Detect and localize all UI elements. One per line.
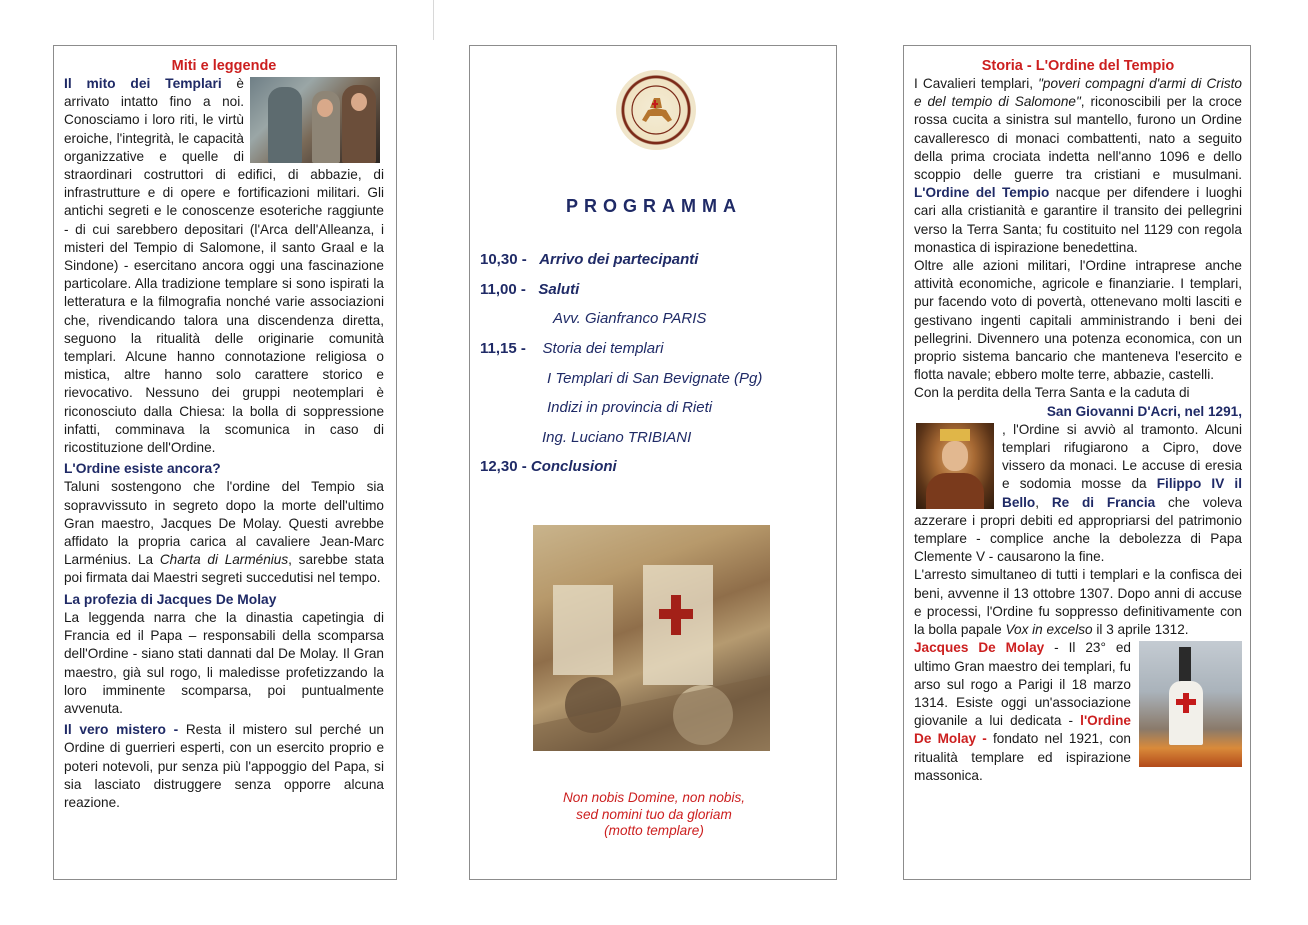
panel-storia [903, 45, 1251, 880]
programma-item-1: 11,00 - Saluti [480, 281, 580, 298]
left-title: Miti e leggende [171, 58, 277, 74]
charta-italic: Charta di Larménius [159, 552, 289, 568]
right-paragraph-3: Con la perdita della Terra Santa e la caduta di San Giovanni D'Acri, nel 1291, , l'Ordine si avviò al tramonto. Alcuni templari rifugiarono a Cipro, dove vissero da monaci. Le accuse di eresia e sodomia mosse da Filippo IV il Bello, Re di Francia che voleva azzerare i propri debiti ed appropriarsi del patrimonio templare - complice anche la debolezza di Papa Clemente V - causarono la fine. [914, 385, 1243, 565]
panel-programma [469, 45, 837, 880]
left-heading-3: La profezia di Jacques De Molay [64, 591, 277, 607]
fold-mark [433, 0, 434, 40]
right-content [914, 57, 1242, 785]
programma-item-7: 12,30 - Conclusioni [480, 458, 617, 475]
re-di-francia-bold: Re di Francia [1051, 494, 1156, 510]
left-heading-2: L'Ordine esiste ancora? [64, 461, 221, 477]
right-paragraph-5: Jacques De Molay - Il 23° ed ultimo Gran maestro dei templari, fu arso sul rogo a Parigi il 18 marzo 1314. Esiste oggi un'associazione giovanile a lui dedicata - l'Ordine De Molay - fondato nel 1921, con ritualità templare ed ispirazione massonica. [914, 639, 1242, 785]
left-paragraph-1 [64, 75, 384, 457]
templar-fresco-image [533, 525, 770, 751]
filippo-iv-portrait-image [916, 423, 994, 509]
templar-film-image [250, 77, 380, 163]
left-p4-heading: Il vero mistero - [64, 722, 179, 738]
left-content [64, 57, 384, 812]
motto-templare: Non nobis Domine, non nobis, sed nomini tuo da gloriam (motto templare) [562, 790, 746, 838]
ordine-de-molay-red: l'Ordine De Molay - [914, 713, 1131, 747]
right-paragraph-1: I Cavalieri templari, "poveri compagni d'armi di Cristo e del tempio di Salomone", riconoscibili per la croce rossa cucita a sinistra sul mantello, furono un Ordine cavalleresco di monaci combattenti, nato a seguito della prima crociata indetta nell'anno 1096 e dello scoppio delle guerre tra cristiani e musulmani. L'Ordine del Tempio nacque per difendere i luoghi cari alla cristianità e garantire il transito dei pellegrini verso la Terra Santa; fu costituito nel 1129 con regola monastica di ispirazione benedettina. [914, 76, 1242, 255]
jacques-de-molay-red: Jacques De Molay [914, 640, 1045, 656]
right-paragraph-2: Oltre alle azioni militari, l'Ordine intraprese anche attività economiche, agricole e finanziarie. I templari, pur facendo voto di povertà, ottenevano molti lasciti e gestivano ingenti capitali amministrando i beni dei pellegrini. Divennero una potenza economica, con un proprio sistema bancario che manteneva l'esercito e flotta navale; ebbero molte terre, abbazie, castelli. [914, 258, 1242, 383]
filippo-iv-bold: Filippo IV il Bello [1002, 476, 1242, 510]
de-molay-stake-image [1139, 641, 1242, 767]
left-p1-text: è arrivato intatto fino a noi. Conosciamo i loro riti, le virtù eroiche, l'integrità, le capacità organizzative e quelle di straordinari costruttori di edifici, di abbazie, di infrastrutture e di opere e fortificazioni militari. Gli antichi segreti e le conoscenze esoteriche raggiunte - di cui sarebbero depositari (l'Arca dell'Alleanza, i misteri del Tempio di Salomone, il santo Graal e la Sindone) - esercitano ancora oggi una fascinazione particolare. Alla tradizione templare si sono ispirati la letteratura e la filmografia nonché varie associazioni che, rivendicando talora una discendenza diretta, seguono la ritualità delle originarie comunità templari. Alcune hanno connotazione religiosa o mistica, altre hanno solo carattere storico e rievocativo. Nessuno dei gruppi neotemplari è riconosciuto dalla Chiesa: la bolla di soppressione infatti, comminava la scomunica in caso di ricostituzione dell'Ordine. [64, 76, 384, 456]
ordine-del-tempio-bold: L'Ordine del Tempio [914, 185, 1050, 201]
programma-item-4: I Templari di San Bevignate (Pg) [547, 370, 763, 387]
left-paragraph-4: Il vero mistero - Resta il mistero sul perché un Ordine di guerrieri esperti, con un esercito proprio e poteri notevoli, pur senza più l'appoggio del Papa, si sia lasciato distruggere senza opporre alcuna reazione. [64, 722, 384, 810]
left-p1-heading: Il mito dei Templari [64, 76, 222, 91]
programma-item-3: 11,15 - Storia dei templari [480, 340, 664, 357]
panel-miti-leggende [53, 45, 397, 880]
programma-item-6: Ing. Luciano TRIBIANI [542, 429, 692, 446]
right-title: Storia - L'Ordine del Tempio [981, 58, 1175, 74]
san-giovanni-acri-bold: San Giovanni D'Acri, nel 1291, [1046, 403, 1242, 419]
programma-heading: PROGRAMMA [566, 196, 742, 216]
programma-item-2: Avv. Gianfranco PARIS [553, 310, 707, 327]
programma-item-0: 10,30 - Arrivo dei partecipanti [480, 251, 699, 268]
left-paragraph-3: La leggenda narra che la dinastia capetingia di Francia ed il Papa – responsabili della scomparsa dell'Ordine - siano stati dannati dal De Molay. Il Gran maestro, già sul rogo, li maledisse profetizzando la loro imminente scomparsa, poi puntualmente avvenuta. [64, 609, 384, 716]
right-paragraph-4: L'arresto simultaneo di tutti i templari e la confisca dei beni, avvenne il 13 ottobre 1307. Dopo anni di accuse e processi, l'Ordine fu soppresso definitivamente con la bolla papale Vox in excelso il 3 aprile 1312. [914, 567, 1242, 638]
templar-seal-image [616, 70, 696, 150]
programma-item-5: Indizi in provincia di Rieti [547, 399, 713, 416]
left-paragraph-2: Taluni sostengono che l'ordine del Tempio sia sopravvissuto in segreto dopo la morte dell'ultimo Gran maestro, Jacques De Molay. Questi avrebbe affidato la propria carica al cavaliere Jean-Marc Larménius. La Charta di Larménius, sarebbe stata poi firmata dai Maestri segreti succedutisi nel tempo. [64, 479, 385, 586]
